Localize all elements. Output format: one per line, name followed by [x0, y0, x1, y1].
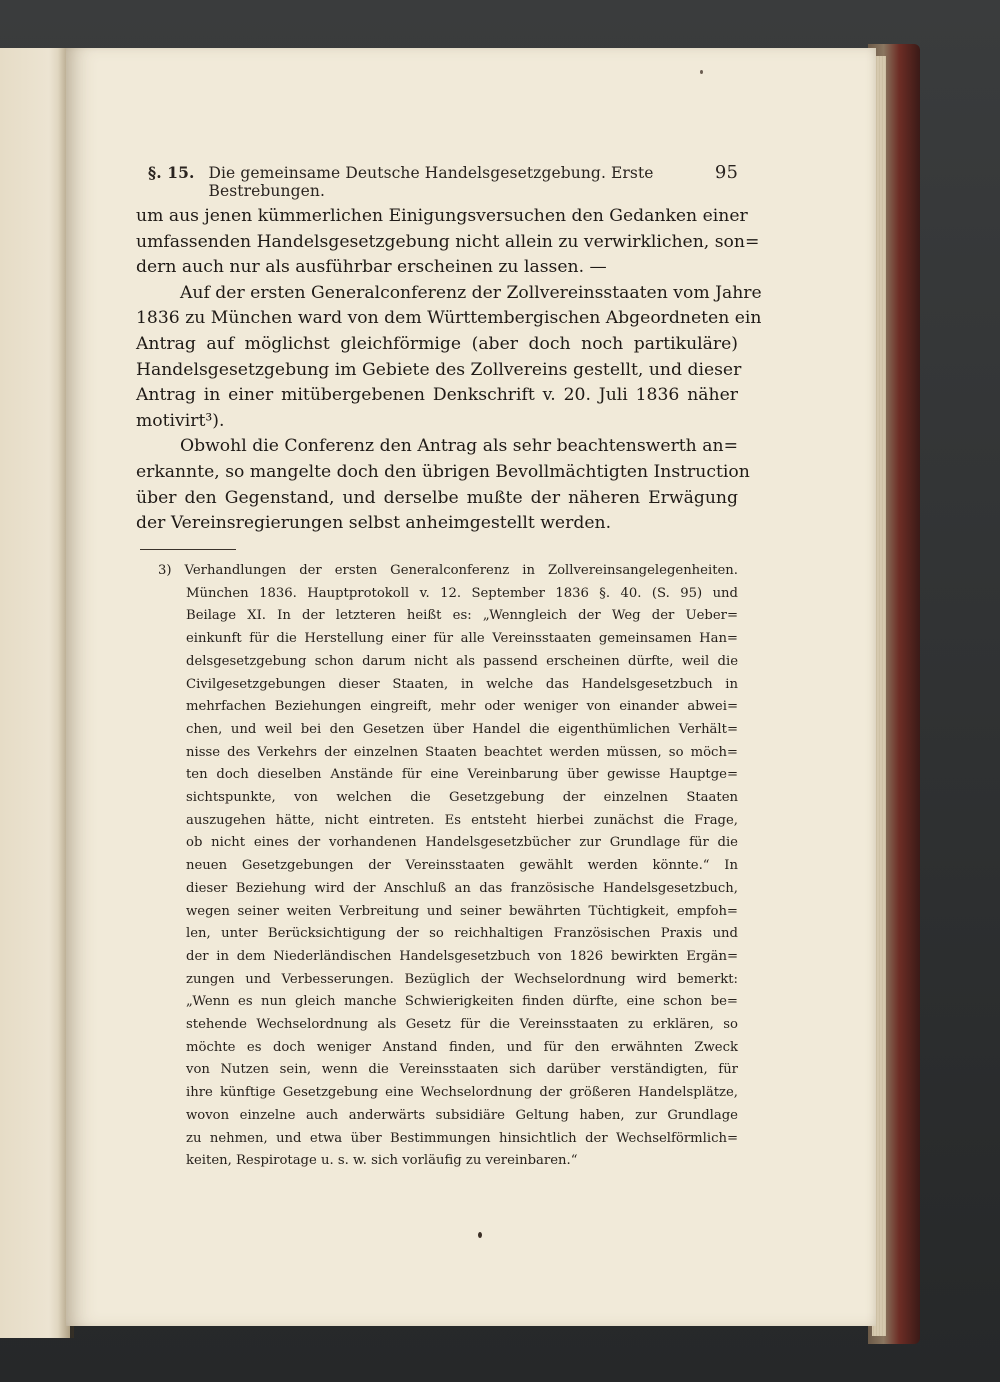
text-line: 1836 zu München ward von dem Württembergischen Abgeordneten ein	[136, 308, 762, 329]
text-line: Obwohl die Conferenz den Antrag als sehr beachtenswerth an=	[180, 436, 738, 457]
footnote-line: wegen seiner weiten Verbreitung und seiner bewährten Tüchtigkeit, empfoh=	[186, 903, 738, 919]
footnote-line: der in dem Niederländischen Handelsgesetzbuch von 1826 bewirkten Ergän=	[186, 948, 738, 964]
footnote-line: einkunft für die Herstellung einer für alle Vereinsstaaten gemeinsamen Han=	[186, 631, 738, 647]
footnote-line	[158, 560, 738, 583]
footnote-line: wovon einzelne auch anderwärts subsidiäre Geltung haben, zur Grundlage	[186, 1107, 738, 1123]
running-head-title: Die gemeinsame Deutsche Handelsgesetzgebung. Erste Bestrebungen.	[208, 164, 654, 200]
footnote-line: mehrfachen Beziehungen eingreift, mehr oder weniger von einander abwei=	[186, 699, 738, 715]
footnote	[160, 560, 738, 1173]
footnote-line: neuen Gesetzgebungen der Vereinsstaaten gewählt werden könnte.“ In	[186, 858, 738, 874]
text-line: Antrag in einer mitübergebenen Denkschrift v. 20. Juli 1836 näher	[136, 385, 738, 406]
footnote-line: stehende Wechselordnung als Gesetz für die Vereinsstaaten zu erklären, so	[186, 1017, 738, 1033]
text-line: über den Gegenstand, und derselbe mußte der näheren Erwägung	[136, 487, 738, 508]
text-line: Antrag auf möglichst gleichförmige (aber doch noch partikuläre)	[136, 333, 738, 354]
footnote-line: zungen und Verbesserungen. Bezüglich der Wechselordnung wird bemerkt:	[186, 971, 738, 987]
footnote-line: ihre künftige Gesetzgebung eine Wechselordnung der größeren Handelsplätze,	[186, 1085, 738, 1101]
footnote-line: Civilgesetzgebungen dieser Staaten, in welche das Handelsgesetzbuch in	[186, 676, 738, 692]
text-line: um aus jenen kümmerlichen Einigungsversuchen den Gedanken einer	[136, 206, 748, 226]
footnote-line: sichtspunkte, von welchen die Gesetzgebung der einzelnen Staaten	[186, 790, 738, 806]
text-line: dern auch nur als ausführbar erscheinen zu lassen. —	[136, 257, 607, 278]
text-line: umfassenden Handelsgesetzgebung nicht allein zu verwirklichen, son=	[136, 231, 760, 252]
page-number: 95	[714, 162, 738, 183]
footnote-line: München 1836. Hauptprotokoll v. 12. September 1836 §. 40. (S. 95) und	[186, 585, 738, 601]
footnote-line: delsgesetzgebung schon darum nicht als passend erscheinen dürfte, weil die	[186, 653, 738, 669]
footnote-line: Beilage XI. In der letzteren heißt es: „Wenngleich der Weg der Ueber=	[186, 608, 738, 624]
text-line: Auf der ersten Generalconferenz der Zollvereinsstaaten vom Jahre	[180, 282, 762, 303]
text-line: motivirt³).	[136, 410, 225, 431]
footnote-rule	[140, 549, 236, 550]
paper-speck	[478, 1232, 482, 1238]
footnote-line: auszugehen hätte, nicht eintreten. Es entsteht hierbei zunächst die Frage,	[186, 812, 738, 828]
paragraph-1	[136, 204, 760, 281]
footnote-line: zu nehmen, und etwa über Bestimmungen hinsichtlich der Wechselförmlich=	[186, 1130, 738, 1146]
text-line: der Vereinsregierungen selbst anheimgestellt werden.	[136, 513, 612, 534]
paper-speck	[700, 70, 703, 74]
footnote-line: len, unter Berücksichtigung der so reichhaltigen Französischen Praxis und	[186, 926, 738, 942]
footnote-line: ten doch dieselben Anstände für eine Vereinbarung über gewisse Hauptge=	[186, 767, 738, 783]
text-line: Handelsgesetzgebung im Gebiete des Zollvereins gestellt, und dieser	[136, 359, 742, 380]
footnote-text: Verhandlungen der ersten Generalconferenz in Zollvereinsangelegenheiten.	[184, 563, 738, 578]
running-head	[148, 162, 738, 200]
footnote-marker: 3)	[158, 563, 172, 578]
footnote-line: keiten, Respirotage u. s. w. sich vorläufig zu vereinbaren.“	[186, 1153, 578, 1169]
footnote-line: chen, und weil bei den Gesetzen über Handel die eigenthümlichen Verhält=	[186, 721, 738, 737]
footnote-line: nisse des Verkehrs der einzelnen Staaten beachtet werden müssen, so möch=	[186, 744, 738, 760]
footnote-line: „Wenn es nun gleich manche Schwierigkeiten finden dürfte, eine schon be=	[186, 994, 738, 1010]
paragraph-2	[136, 281, 762, 435]
main-text	[136, 204, 762, 537]
section-number: §. 15.	[148, 163, 195, 182]
paragraph-3	[136, 434, 750, 536]
footnote-line: von Nutzen sein, wenn die Vereinsstaaten sich darüber verständigten, für	[186, 1062, 738, 1078]
footnote-line: dieser Beziehung wird der Anschluß an das französische Handelsgesetzbuch,	[186, 880, 738, 896]
footnote-line: möchte es doch weniger Anstand finden, und für den erwähnten Zweck	[186, 1039, 738, 1055]
text-line: erkannte, so mangelte doch den übrigen Bevollmächtigten Instruction	[136, 461, 750, 482]
footnote-line: ob nicht eines der vorhandenen Handelsgesetzbücher zur Grundlage für die	[186, 835, 738, 851]
